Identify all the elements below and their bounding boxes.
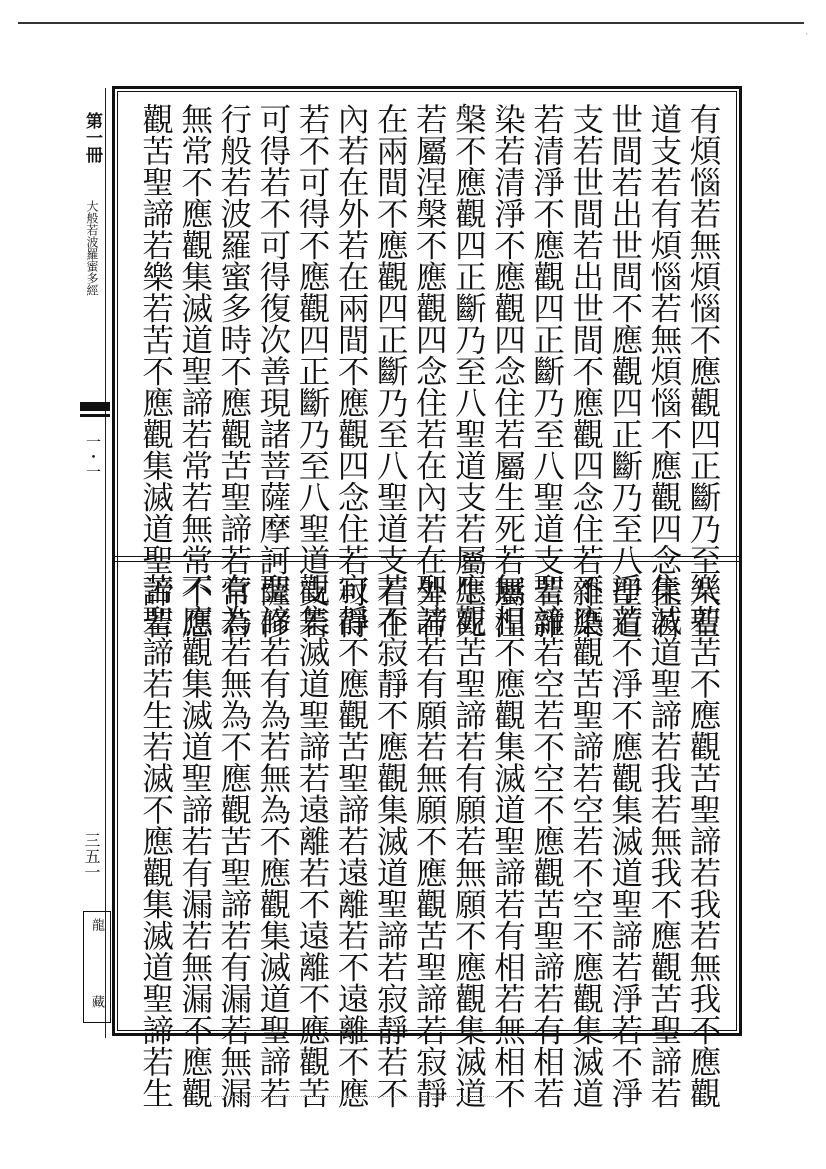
lower-text-column: 淨若不淨不應觀集滅道聖諦若淨若不淨 bbox=[606, 573, 643, 1109]
stamp-char-1: 龍 bbox=[89, 918, 104, 931]
lower-text-column: 聖諦若有願若無願不應觀苦聖諦若寂靜 bbox=[411, 573, 448, 1109]
stamp-char-2: 藏 bbox=[89, 995, 104, 1008]
lower-text-column: 苦聖諦若生若滅不應觀集滅道聖諦若生 bbox=[137, 573, 174, 1109]
upper-text-column: 支若世間若出世間不應觀四念住若雜染 bbox=[567, 103, 604, 639]
lower-text-column: 集滅道聖諦若我若無我不應觀苦聖諦若 bbox=[645, 573, 682, 1109]
lower-text-column: 寂靜不應觀苦聖諦若遠離若不遠離不應 bbox=[333, 573, 370, 1109]
upper-text-column: 染若清淨不應觀四念住若屬生死若屬涅 bbox=[489, 103, 526, 639]
lower-text-column: 應觀苦聖諦若有願若無願不應觀集滅道 bbox=[450, 573, 487, 1109]
upper-text-column: 在兩間不應觀四正斷乃至八聖道支若在 bbox=[372, 103, 409, 639]
upper-text-column: 可得若不可得復次善現諸菩薩摩訶薩修 bbox=[254, 103, 291, 639]
lower-text-column: 有為若無為不應觀苦聖諦若有漏若無漏 bbox=[215, 573, 252, 1109]
upper-text-column: 無常不應觀集滅道聖諦若常若無常不應 bbox=[176, 103, 213, 639]
upper-text-column: 觀苦聖諦若樂若苦不應觀集滅道聖諦若 bbox=[137, 103, 174, 639]
lower-text-column: 聖諦若空若不空不應觀苦聖諦若有相若 bbox=[528, 573, 565, 1109]
page-number: 三五一 bbox=[82, 832, 101, 880]
upper-text-column: 有煩惱若無煩惱不應觀四正斷乃至八聖 bbox=[685, 103, 721, 639]
lower-text-column: 聖諦若有為若無為不應觀集滅道聖諦若 bbox=[254, 573, 291, 1109]
lower-text-column: 樂若苦不應觀苦聖諦若我若無我不應觀 bbox=[685, 573, 721, 1109]
lower-text-column: 若不寂靜不應觀集滅道聖諦若寂靜若不 bbox=[372, 573, 409, 1109]
lower-text-column: 不應觀集滅道聖諦若有漏若無漏不應觀 bbox=[176, 573, 213, 1109]
upper-text-column: 若不可得不應觀四正斷乃至八聖道支若 bbox=[294, 103, 330, 639]
fish-tail-mark bbox=[80, 402, 110, 424]
upper-text-column: 槃不應觀四正斷乃至八聖道支若屬生死 bbox=[450, 103, 487, 639]
sutra-title: 大般若波羅蜜多經 bbox=[85, 200, 99, 296]
upper-text-column: 若屬涅槃不應觀四念住若在內若在外若 bbox=[411, 103, 448, 639]
leaf-number: 一・一 bbox=[84, 434, 102, 479]
lower-text-column: 不應觀苦聖諦若空若不空不應觀集滅道 bbox=[567, 573, 604, 1109]
corner-mark: ' bbox=[806, 33, 808, 40]
lower-text-column: 觀集滅道聖諦若遠離若不遠離不應觀苦 bbox=[294, 573, 330, 1109]
lower-text-column: 無相不應觀集滅道聖諦若有相若無相不 bbox=[489, 573, 526, 1109]
scan-noise bbox=[214, 1096, 494, 1101]
top-rule bbox=[18, 22, 804, 24]
upper-text-column: 行般若波羅蜜多時不應觀苦聖諦若常若 bbox=[215, 103, 252, 639]
upper-text-column: 道支若有煩惱若無煩惱不應觀四念住若 bbox=[645, 103, 682, 639]
volume-label: 第一冊 bbox=[82, 112, 102, 163]
upper-text-column: 內若在外若在兩間不應觀四念住若可得 bbox=[333, 103, 370, 639]
upper-text-column: 世間若出世間不應觀四正斷乃至八聖道 bbox=[606, 103, 643, 639]
upper-text-column: 若清淨不應觀四正斷乃至八聖道支若雜 bbox=[528, 103, 565, 639]
